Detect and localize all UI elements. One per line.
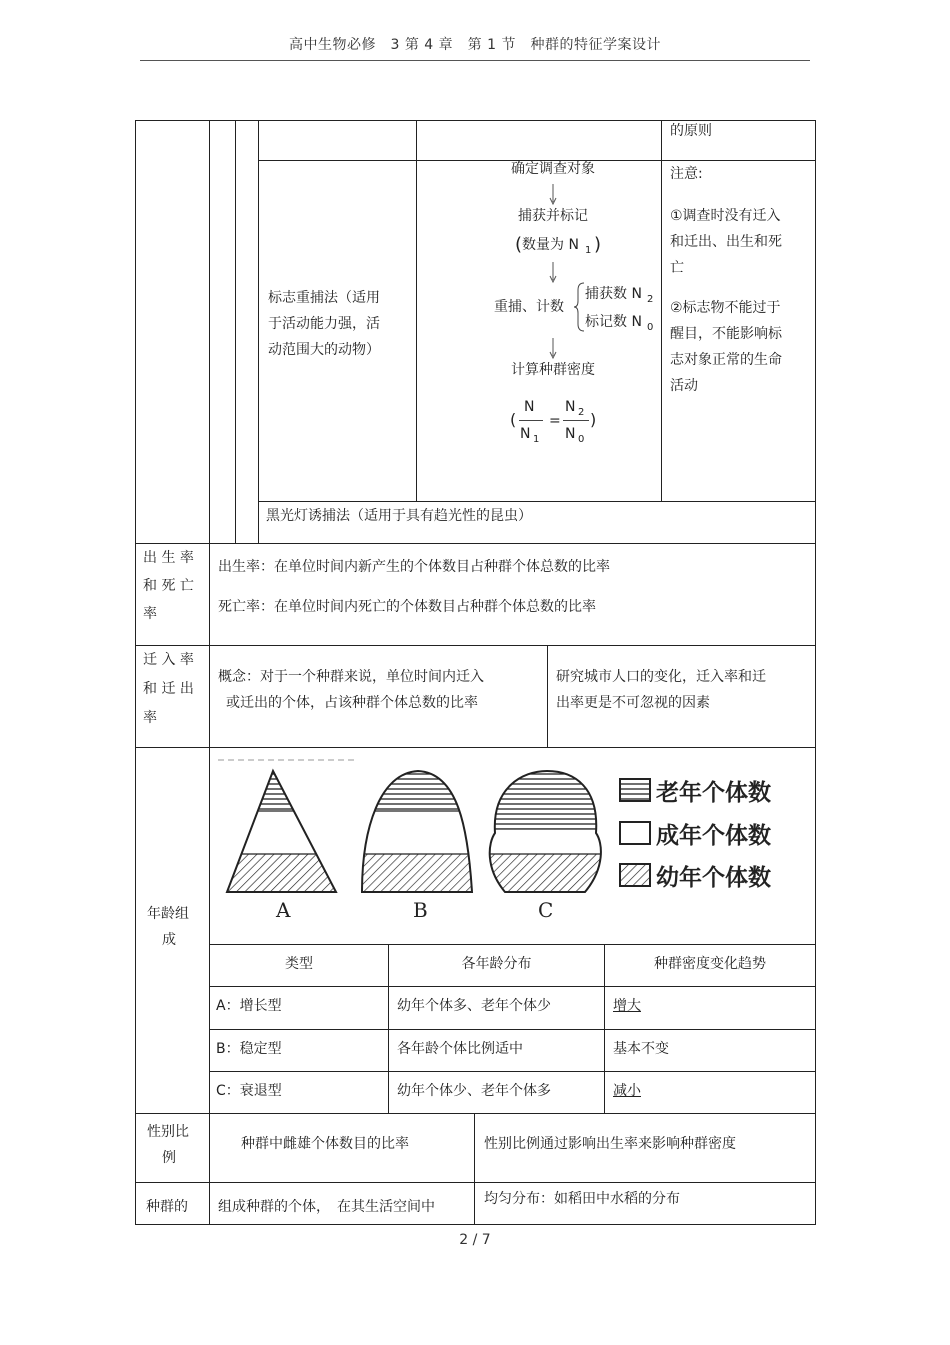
legend-young: 幼年个体数 xyxy=(656,864,771,891)
note-line: 和迁出、出生和死 xyxy=(670,234,782,250)
distribution-text: 组成种群的个体， 在其生活空间中 xyxy=(218,1199,435,1215)
subscript: 2 xyxy=(647,294,654,305)
age-distribution: 各年龄个体比例适中 xyxy=(397,1041,523,1057)
principle-tail: 的原则 xyxy=(670,123,712,139)
table-header: 种群密度变化趋势 xyxy=(654,956,766,972)
legend-adult: 成年个体数 xyxy=(656,822,771,849)
subscript: 1 xyxy=(585,245,592,256)
age-pyramids-figure xyxy=(210,748,815,943)
paren-close: ) xyxy=(594,234,602,255)
brace-captured: 捕获数 N xyxy=(585,286,642,302)
note-line: 志对象正常的生命 xyxy=(670,352,782,368)
age-distribution: 幼年个体多、老年个体少 xyxy=(397,998,551,1014)
sex-ratio-effect: 性别比例通过影响出生率来影响种群密度 xyxy=(484,1136,736,1152)
migration-note: 出率更是不可忽视的因素 xyxy=(556,695,710,711)
header-rule xyxy=(140,60,810,61)
flow-step-capture: 捕获并标记 xyxy=(518,208,588,224)
migration-concept: 或迁出的个体，占该种群个体总数的比率 xyxy=(226,695,478,711)
table-header: 类型 xyxy=(285,956,313,972)
flow-step-count: 数量为 N xyxy=(522,237,579,253)
note-line: 醒目，不能影响标 xyxy=(670,326,782,342)
uniform-distribution: 均匀分布：如稻田中水稻的分布 xyxy=(484,1191,680,1207)
note-line: 亡 xyxy=(670,260,684,276)
brace-marked: 标记数 N xyxy=(585,314,642,330)
method-line: 动范围大的动物） xyxy=(268,342,380,358)
flow-step-determine: 确定调查对象 xyxy=(511,161,595,177)
table-header: 各年龄分布 xyxy=(461,956,532,972)
flow-step-calc: 计算种群密度 xyxy=(511,362,595,378)
distribution-label: 种群的 xyxy=(146,1199,188,1215)
note-line: 活动 xyxy=(670,378,698,394)
density-trend: 减小 xyxy=(613,1083,641,1099)
age-type: C：衰退型 xyxy=(216,1083,282,1099)
age-type: B：稳定型 xyxy=(216,1041,282,1057)
note-line: ①调查时没有迁入 xyxy=(670,208,781,224)
light-trap-method: 黑光灯诱捕法（适用于具有趋光性的昆虫） xyxy=(266,508,532,524)
pyramid-label: B xyxy=(413,898,428,922)
density-trend: 基本不变 xyxy=(613,1041,669,1057)
subscript: 0 xyxy=(647,322,654,333)
note-line: ②标志物不能过于 xyxy=(670,300,781,316)
legend-old-swatch xyxy=(620,779,650,801)
legend-old: 老年个体数 xyxy=(656,779,771,806)
flow-step-recapture: 重捕、计数 xyxy=(494,299,564,315)
legend-adult-swatch xyxy=(620,822,650,844)
pyramid-b xyxy=(350,768,490,894)
migration-concept: 概念：对于一个种群来说，单位时间内迁入 xyxy=(218,669,484,685)
age-distribution: 幼年个体少、老年个体多 xyxy=(397,1083,551,1099)
method-line: 标志重捕法（适用 xyxy=(268,290,380,306)
flow-arrow-icon xyxy=(547,262,559,284)
pyramid-c xyxy=(480,768,620,894)
density-trend: 增大 xyxy=(613,998,641,1014)
method-line: 于活动能力强，活 xyxy=(268,316,380,332)
notes-title: 注意: xyxy=(670,166,703,182)
pyramid-label: C xyxy=(538,898,554,922)
sex-ratio-definition: 种群中雌雄个体数目的比率 xyxy=(241,1136,409,1152)
page-number: 2 / 7 xyxy=(459,1232,491,1248)
migration-note: 研究城市人口的变化，迁入率和迁 xyxy=(556,669,766,685)
pyramid-label: A xyxy=(276,898,291,922)
legend-young-swatch xyxy=(620,864,650,886)
paren-open: ( xyxy=(515,234,523,255)
page-header: 高中生物必修 3 第 4 章 第 1 节 种群的特征学案设计 xyxy=(289,37,661,53)
age-type: A：增长型 xyxy=(216,998,282,1014)
death-rate-definition: 死亡率：在单位时间内死亡的个体数目占种群个体总数的比率 xyxy=(218,599,596,615)
birth-rate-definition: 出生率：在单位时间内新产生的个体数目占种群个体总数的比率 xyxy=(218,559,610,575)
